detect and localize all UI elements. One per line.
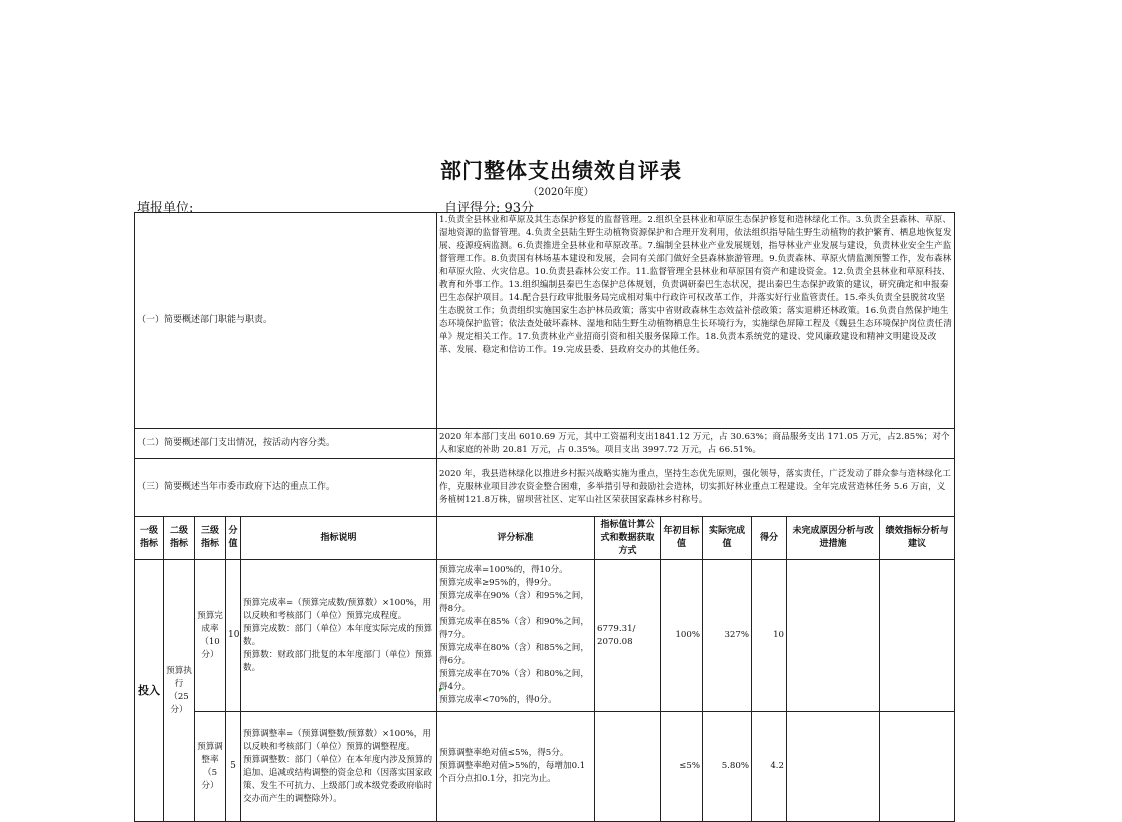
level3-cell: 预算调整率（5分）: [195, 712, 226, 822]
col-reason: 未完成原因分析与改进措施: [787, 517, 880, 560]
spending-text: 2020 年本部门支出 6010.69 万元，其中工资福利支出1841.12 万元，占 30.63%；商品服务支出 171.05 万元，占2.85%；对个人和家庭的补助 20.81 万元，占 0.35%。项目支出 3997.72 万元，占 66.51%。: [437, 429, 955, 459]
spending-row: [135, 429, 955, 459]
col-criteria: 评分标准: [437, 517, 595, 560]
col-weight: 分值: [226, 517, 241, 560]
report-year: （2020年度）: [528, 187, 594, 198]
level2-cell: 预算执行（25分）: [164, 560, 195, 822]
tasks-row: [135, 459, 955, 517]
target-cell: ≤5%: [661, 712, 703, 822]
level3-cell: 预算完成率（10分）: [195, 560, 226, 712]
col-score: 得分: [752, 517, 787, 560]
level1-cell: 投入: [135, 560, 164, 822]
score-cell: 10: [752, 560, 787, 712]
weight-cell: 5: [226, 712, 241, 822]
formula-cell: [595, 712, 661, 822]
reporting-unit-label: 填报单位:: [137, 201, 194, 216]
tasks-label: （三）简要概述当年市委市政府下达的重点工作。: [135, 459, 437, 517]
functions-row: [135, 213, 955, 429]
desc-cell: 预算调整率=（预算调整数/预算数）×100%，用以反映和考核部门（单位）预算的调整程度。 预算调整数：部门（单位）在本年度内涉及预算的追加、追减或结构调整的资金总和（因落实国家政策、发生不可抗力、上级部门或本级党委政府临时交办而产生的调整除外）。: [241, 712, 437, 822]
suggest-cell: [880, 712, 955, 822]
table-row: [135, 560, 955, 712]
col-target: 年初目标值: [661, 517, 703, 560]
functions-label: （一）简要概述部门职能与职责。: [135, 213, 437, 429]
col-formula: 指标值计算公式和数据获取方式: [595, 517, 661, 560]
functions-text: 1.负责全县林业和草原及其生态保护修复的监督管理。2.组织全县林业和草原生态保护修复和造林绿化工作。3.负责全县森林、草原、湿地资源的监督管理。4.负责全县陆生野生动植物资源保护和合理开发利用，依法组织指导陆生野生动植物的救护繁育、栖息地恢复发展、疫源疫病监测。6.负责推进全县林业和草原改革。7.编制全县林业产业发展规划，指导林业产业发展与建设，负责林业安全生产监督管理工作。8.负责国有林场基本建设和发展，会同有关部门做好全县森林旅游管理。9.负责森林、草原火情监测预警工作，发布森林和草原火险、火灾信息。10.负责县森林公安工作。11.监督管理全县林业和草原国有资产和建设资金。12.负责全县林业和草原科技、教育和外事工作。13.组织编制县秦巴生态保护总体规划，负责调研秦巴生态状况，提出秦巴生态保护政策的建议，研究确定和申报秦巴生态保护项目。14.配合县行政审批服务局完成相对集中行政许可权改革工作，并落实好行业监管责任。15.牵头负责全县脱贫攻坚生态脱贫工作；负责组织实施国家生态护林员政策；落实中省财政森林生态效益补偿政策；落实退耕还林政策。16.负责自然保护地生态环境保护监管；依法查处破坏森林、湿地和陆生野生动植物栖息生长环境行为，实施绿色屏障工程及《魏县生态环境保护岗位责任清单》规定相关工作。17.负责林业产业招商引资和相关服务保障工作。18.负责本系统党的建设、党风廉政建设和精神文明建设及改革、发展、稳定和信访工作。19.完成县委、县政府交办的其他任务。: [437, 213, 955, 429]
score-cell: 4.2: [752, 712, 787, 822]
col-level2: 二级指标: [164, 517, 195, 560]
tasks-text: 2020 年，我县造林绿化以推进乡村振兴战略实施为重点，坚持生态优先原则，强化领导，落实责任，广泛发动了群众参与造林绿化工作，克服林业项目涉农资金整合困难，多举措引导和鼓励社会造林，切实抓好林业重点工程建设。全年完成营造林任务 5.6 万亩，义务植树121.8万株，留坝营社区、定军山社区荣获国家森林乡村称号。: [437, 459, 955, 517]
target-cell: 100%: [661, 560, 703, 712]
actual-cell: 327%: [703, 560, 752, 712]
reason-cell: [787, 712, 880, 822]
col-level1: 一级指标: [135, 517, 164, 560]
col-suggest: 绩效指标分析与建议: [880, 517, 955, 560]
reason-cell: [787, 560, 880, 712]
weight-cell: 10: [226, 560, 241, 712]
formula-cell: 6779.31/ 2070.08: [595, 560, 661, 712]
evaluation-table: [134, 212, 955, 822]
criteria-cell: 预算完成率=100%的，得10分。 预算完成率≥95%的，得9分。 预算完成率在90%（含）和95%之间，得8分。 预算完成率在85%（含）和90%之间，得7分。 预算完成率在80%（含）和85%之间，得6分。 预算完成率在70%（含）和80%之间，得4分。 预算完成率<70%的，得0分。: [437, 560, 595, 712]
actual-cell: 5.80%: [703, 712, 752, 822]
criteria-cell: 预算调整率绝对值≤5%，得5分。 预算调整率绝对值>5%的，每增加0.1个百分点扣0.1分，扣完为止。: [437, 712, 595, 822]
col-actual: 实际完成值: [703, 517, 752, 560]
cell-comment-marker: [439, 688, 443, 692]
self-score-label: 自评得分: 93分: [444, 201, 535, 216]
spending-label: （二）简要概述部门支出情况，按活动内容分类。: [135, 429, 437, 459]
suggest-cell: [880, 560, 955, 712]
col-desc: 指标说明: [241, 517, 437, 560]
desc-cell: 预算完成率=（预算完成数/预算数）×100%，用以反映和考核部门（单位）预算完成程度。 预算完成数：部门（单位）本年度实际完成的预算数。 预算数：财政部门批复的本年度部门（单位）预算数。: [241, 560, 437, 712]
page-title: 部门整体支出绩效自评表: [440, 159, 682, 183]
col-level3: 三级指标: [195, 517, 226, 560]
table-row: [135, 712, 955, 822]
column-header-row: [135, 517, 955, 560]
